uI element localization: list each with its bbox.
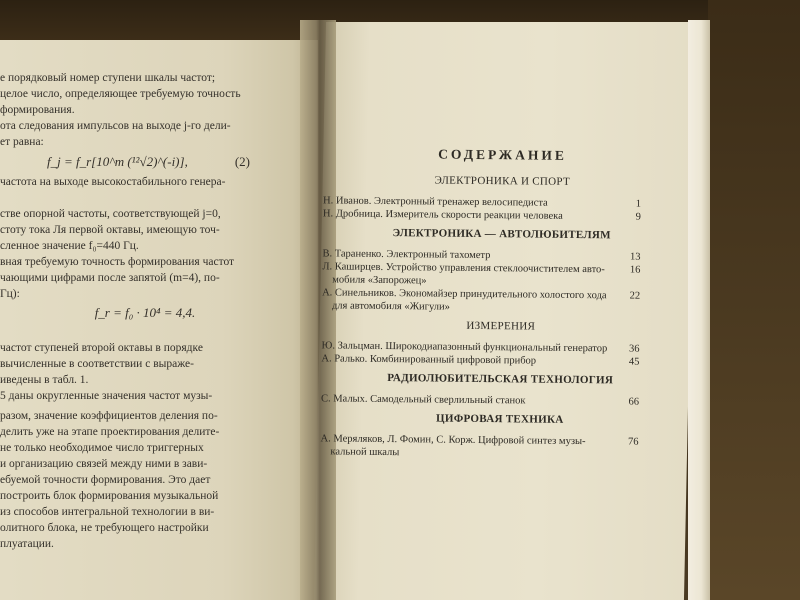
text-line <box>0 190 290 206</box>
section-heading: ЭЛЕКТРОНИКА — АВТОЛЮБИТЕЛЯМ <box>392 227 611 242</box>
entry-text-continuation: для автомобиля «Жигули» <box>331 300 450 313</box>
text-line: е порядковый номер ступени шкалы частот; <box>0 72 216 84</box>
entry-page: 45 <box>628 356 640 368</box>
text-line: не только необходимое число триггерных <box>0 442 204 454</box>
text-line: вная требуемую точность формирования частот <box>0 256 235 268</box>
entry-text-continuation: кальной шкалы <box>330 446 400 459</box>
text-line: стве опорной частоты, соответствующей j=0, <box>0 208 221 220</box>
entry-page: 9 <box>635 211 641 223</box>
section-heading: ИЗМЕРЕНИЯ <box>466 319 536 333</box>
entry-text-continuation: мобиля «Запорожец» <box>332 274 427 287</box>
entry-text-line: А. Синельников. Экономайзер принудительного холостого хода <box>322 287 607 302</box>
entry-text: С. Малых. Самодельный сверлильный станок <box>320 393 526 407</box>
entry-text: В. Тараненко. Электронный тахометр <box>322 248 491 262</box>
text-line: 5 даны округленные значения частот музы- <box>0 390 213 402</box>
entry-page: 13 <box>629 251 641 263</box>
text-line: частот ступеней второй октавы в порядке <box>0 342 203 354</box>
entry-text <box>322 286 618 315</box>
toc-title: СОДЕРЖАНИЕ <box>438 146 568 163</box>
text-line: сленное значение f₀=440 Гц. <box>0 240 139 252</box>
toc-entry <box>323 207 641 223</box>
entry-page: 16 <box>629 264 641 276</box>
entry-page: 36 <box>628 343 640 355</box>
entry-page: 22 <box>629 290 641 302</box>
text-line: Гц): <box>0 288 20 300</box>
text-line: из способов интегральной технологии в ви- <box>0 506 215 518</box>
entry-page: 66 <box>628 396 640 408</box>
background-right <box>708 0 800 600</box>
entry-text: Н. Дробница. Измеритель скорости реакции человека <box>322 208 563 222</box>
formula: f_r = f₀ · 10⁴ = 4,4. <box>94 305 196 320</box>
text-line: частота на выходе высокостабильного генера- <box>0 176 226 188</box>
text-line: ебуемой точности формирования. Это дает <box>0 474 211 486</box>
section-heading: ЭЛЕКТРОНИКА И СПОРТ <box>434 174 571 188</box>
text-line: целое число, определяющее требуемую точность <box>0 88 241 100</box>
section-heading: РАДИОЛЮБИТЕЛЬСКАЯ ТЕХНОЛОГИЯ <box>387 372 614 387</box>
entry-text: Ю. Зальцман. Широкодиапазонный функциональный генератор <box>321 340 608 355</box>
entry-text <box>322 260 618 289</box>
table-of-contents <box>320 146 641 461</box>
text-line: построить блок формирования музыкальной <box>0 490 219 502</box>
formula-text: f_j = f_r[10^m (¹²√2)^(-i)], <box>46 154 188 169</box>
toc-entry <box>321 392 639 408</box>
text-line: стоту тока Ля первой октавы, имеющую точ- <box>0 224 220 236</box>
entry-text <box>320 432 616 461</box>
text-line: разом, значение коэффициентов деления по- <box>0 410 218 422</box>
entry-text: Н. Иванов. Электронный тренажер велосипедиста <box>323 195 548 209</box>
text-line: вычисленные в соответствии с выраже- <box>0 358 194 370</box>
text-line: олитного блока, не требующего настройки <box>0 522 209 534</box>
toc-entry <box>322 286 640 315</box>
text-line: чающими цифрами после запятой (m=4), по- <box>0 272 220 284</box>
toc-entry <box>320 432 638 461</box>
entry-page: 76 <box>628 436 639 448</box>
text-line: плуатации. <box>0 538 54 550</box>
text-line: иведены в табл. 1. <box>0 374 89 386</box>
toc-entry <box>321 352 639 368</box>
section-heading: ЦИФРОВАЯ ТЕХНИКА <box>435 412 564 426</box>
entry-text-line: А. Меряляков, Л. Фомин, С. Корж. Цифровой синтез музы- <box>320 433 586 448</box>
entry-text-line: Л. Каширцев. Устройство управления стеклоочистителем авто- <box>322 261 605 276</box>
formula <box>0 150 290 174</box>
text-line: делить уже на этапе проектирования делите- <box>0 426 220 438</box>
text-line: и организацию связей между ними в зави- <box>0 458 208 470</box>
toc-entry <box>322 260 640 289</box>
entry-page: 1 <box>635 198 642 210</box>
text-line: ет равна: <box>0 136 44 148</box>
left-page-text <box>0 70 290 552</box>
text-line: ота следования импульсов на выходе j-го дели- <box>0 120 231 132</box>
entry-text: А. Ралько. Комбинированный цифровой прибор <box>321 353 537 367</box>
text-line: формирования. <box>0 104 75 116</box>
page-stack-edge <box>688 20 710 600</box>
text-line <box>0 324 290 340</box>
equation-number: (2) <box>234 154 250 169</box>
